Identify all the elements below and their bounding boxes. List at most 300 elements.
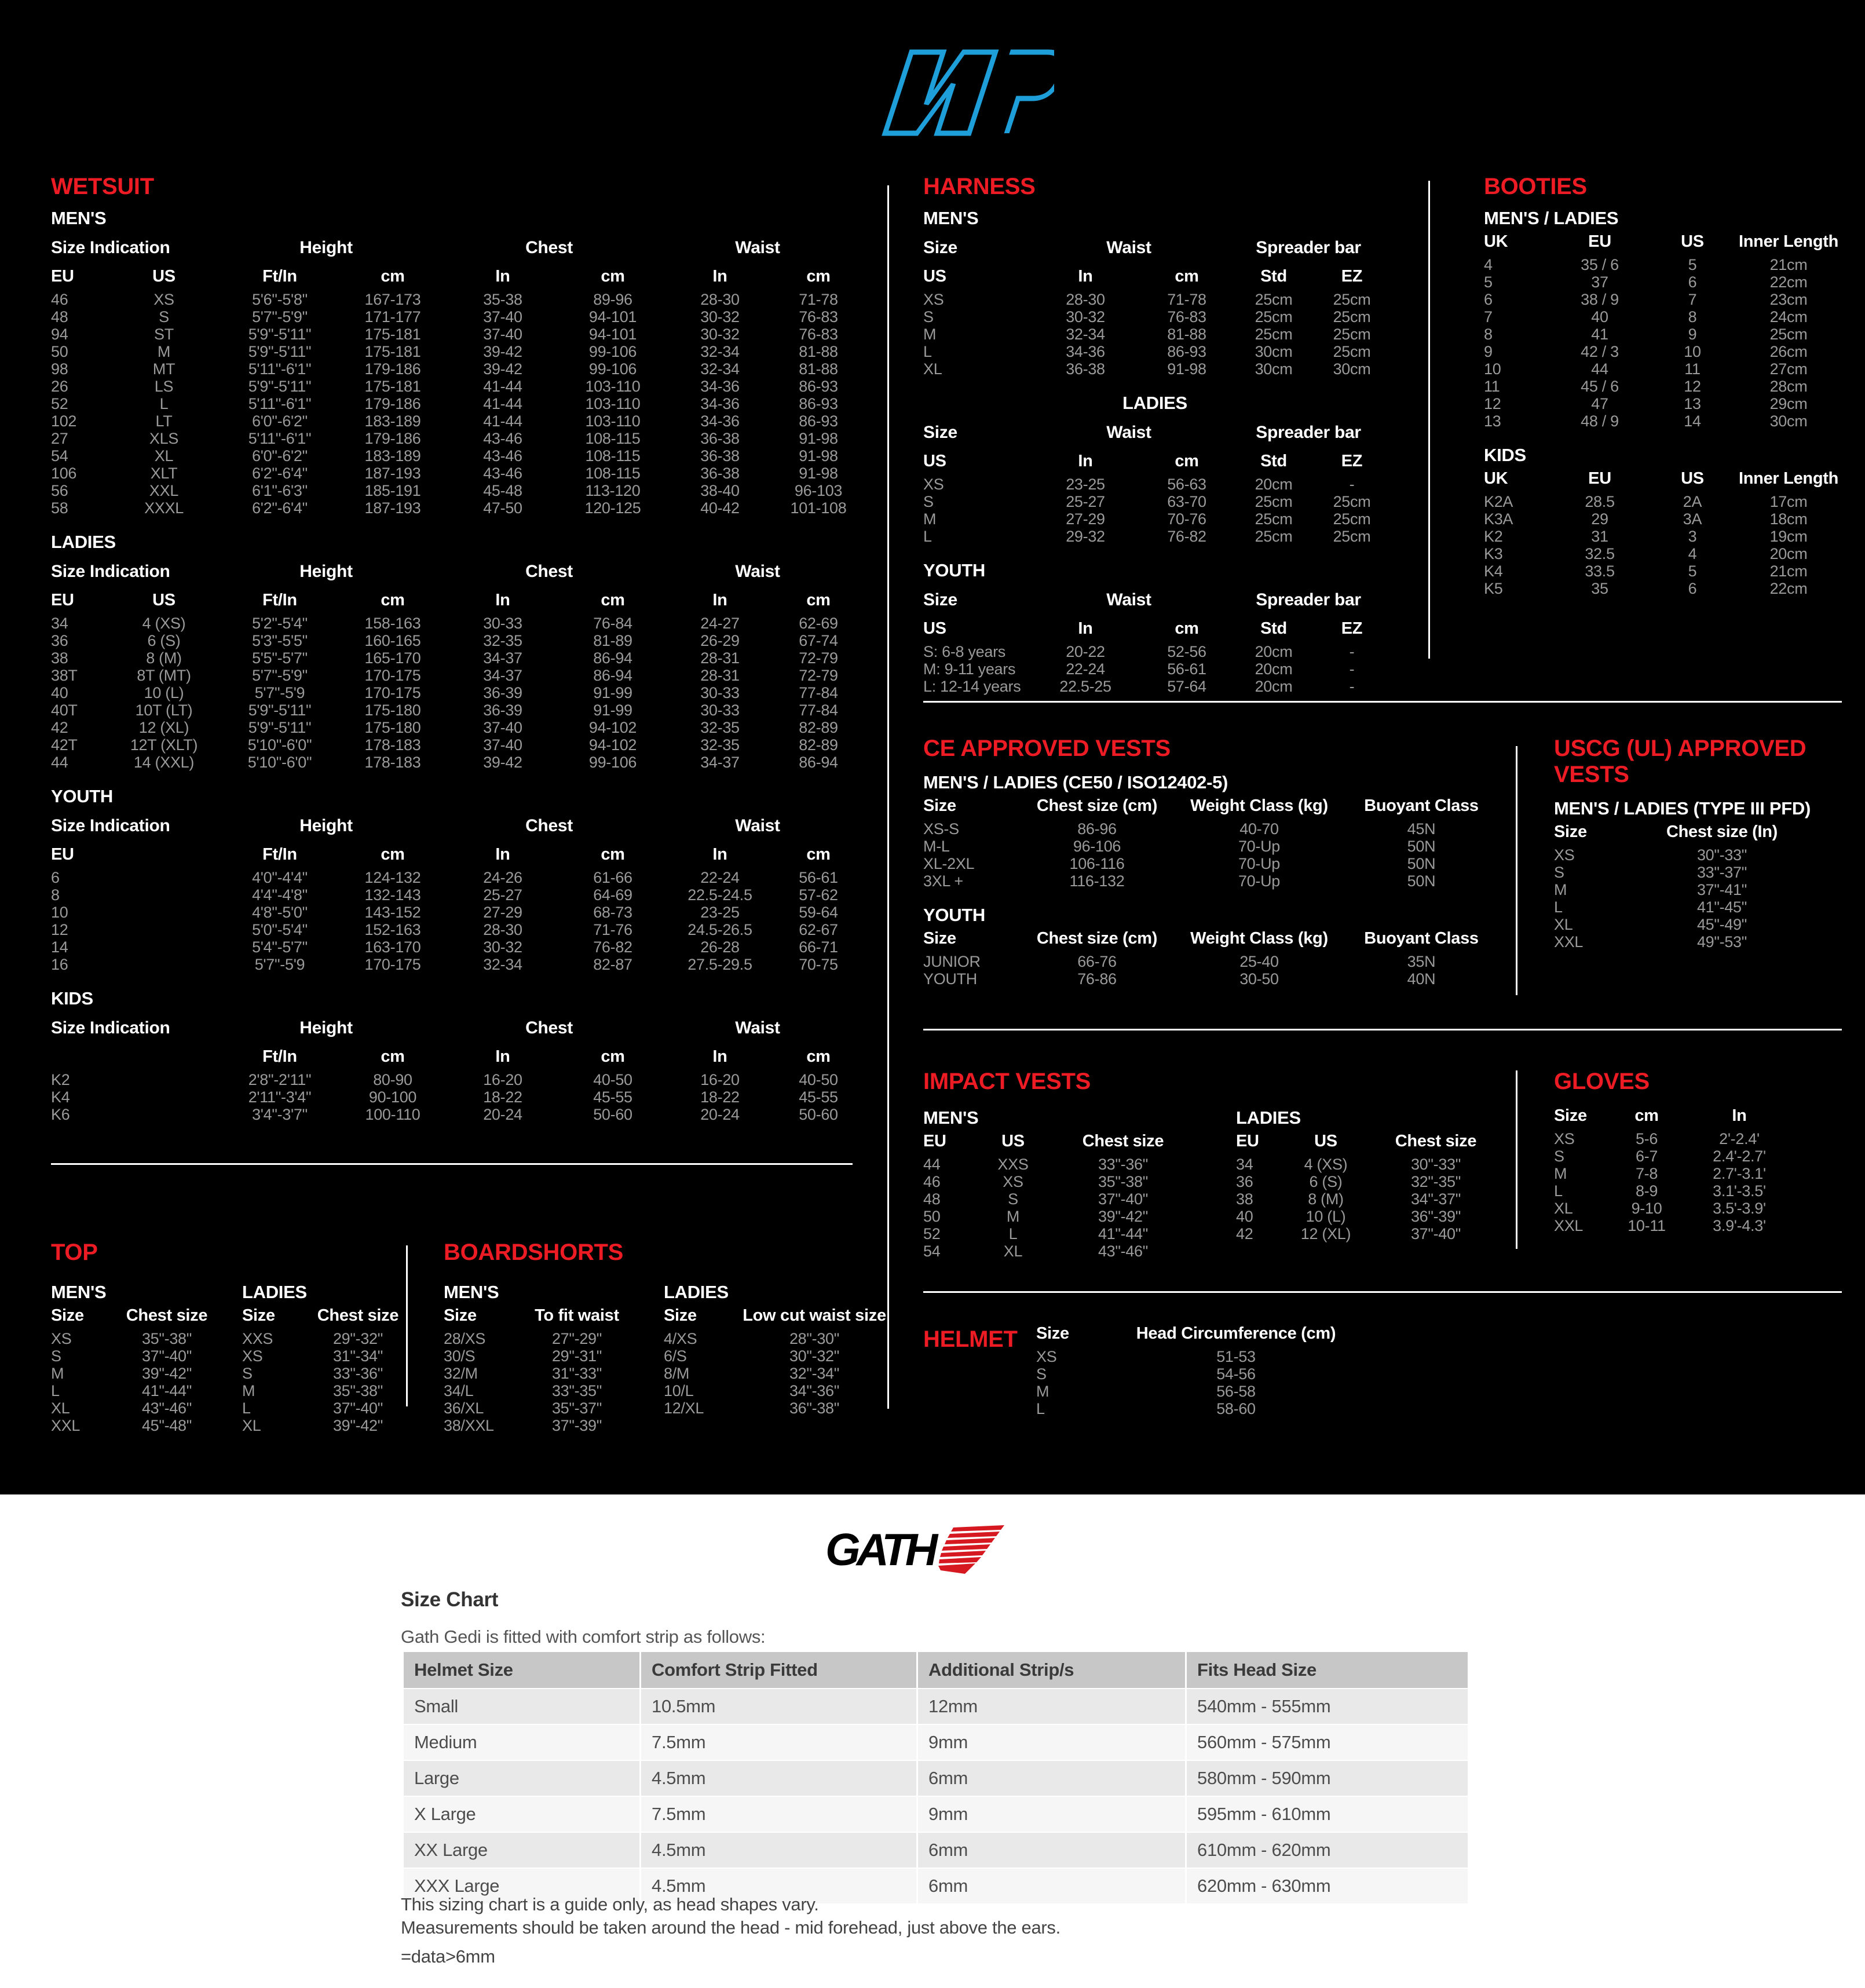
table-cell: 54 (51, 447, 68, 465)
gath-notes (401, 1893, 1061, 1968)
divider-left-mid (887, 185, 889, 1409)
table-cell: Size (1554, 823, 1587, 841)
table-cell: 81-88 (1167, 326, 1206, 343)
table-cell: US (923, 267, 946, 286)
wetsuit-ladies-table (51, 555, 856, 771)
table-cell: 71-78 (799, 291, 838, 308)
table-cell: 96-106 (1073, 838, 1121, 855)
table-cell: In (495, 845, 510, 864)
table-cell: YOUTH (923, 970, 978, 988)
table-cell: 171-177 (364, 308, 421, 326)
table-cell: 57-62 (799, 886, 838, 904)
gath-logo-text: GATH (825, 1524, 934, 1575)
table-cell: In (495, 591, 510, 609)
table-cell: 6 (51, 869, 60, 886)
table-cell: 43-46 (483, 465, 522, 482)
table-cell: 82-89 (799, 719, 838, 736)
table-cell: 10.5mm (641, 1689, 918, 1725)
table-cell: 25cm (1769, 326, 1808, 343)
table-cell: 27 (51, 430, 68, 447)
table-cell: 36-39 (483, 684, 522, 701)
table-cell: 10-11 (1628, 1217, 1666, 1234)
table-cell: 34-37 (483, 667, 522, 684)
divider-mid-right-top (1428, 181, 1430, 659)
table-cell: M: 9-11 years (923, 660, 1016, 678)
wetsuit-youth-table (51, 809, 856, 973)
table-cell: L (1008, 1225, 1018, 1242)
table-cell: 71-78 (1167, 291, 1206, 308)
table-cell: 38T (51, 667, 78, 684)
table-cell: 6'2"-6'4" (252, 465, 308, 482)
table-cell: 21cm (1769, 256, 1808, 273)
table-cell: 16-20 (700, 1071, 740, 1088)
table-cell: US (923, 619, 946, 638)
table-cell: XS (242, 1347, 263, 1365)
table-cell: 35"-38" (141, 1330, 192, 1347)
table-cell: Spreader bar (1256, 423, 1361, 442)
table-cell: 86-93 (799, 412, 838, 430)
table-cell: 27"-29" (551, 1330, 602, 1347)
table-cell: 24cm (1769, 308, 1808, 326)
table-cell: 34-36 (1066, 343, 1105, 360)
table-cell: Waist (735, 562, 780, 581)
table-cell: 33.5 (1585, 562, 1615, 580)
table-cell: US (923, 452, 946, 470)
table-cell: 24.5-26.5 (688, 921, 752, 938)
table-cell: 100-110 (365, 1106, 420, 1123)
table-cell: 91-98 (799, 465, 838, 482)
table-cell: 45-55 (593, 1088, 632, 1106)
table-cell: 39"-42" (1098, 1208, 1149, 1225)
table-cell: 19cm (1769, 528, 1808, 545)
table-cell: Height (299, 562, 353, 581)
wetsuit-ladies-label: LADIES (51, 532, 116, 552)
table-cell: Size (923, 238, 957, 257)
table-cell: 48 (51, 308, 68, 326)
table-cell: 28-31 (700, 649, 740, 667)
table-cell: 28cm (1769, 378, 1808, 395)
table-cell: 6'1"-6'3" (252, 482, 308, 499)
table-cell: 6 (1688, 273, 1697, 291)
table-cell: In (712, 1047, 727, 1066)
table-cell: 22.5-25 (1059, 678, 1111, 695)
table-cell: US (1001, 1132, 1025, 1150)
table-cell: 6mm (918, 1833, 1187, 1869)
table-cell: 91-98 (799, 447, 838, 465)
table-cell: 8 (51, 886, 60, 904)
table-cell: 7.5mm (641, 1797, 918, 1833)
ce-youth-table (923, 928, 1497, 988)
table-cell: 41-44 (483, 395, 522, 412)
table-cell: 86-93 (1167, 343, 1206, 360)
table-cell: 103-110 (585, 395, 641, 412)
table-cell: Spreader bar (1256, 590, 1361, 609)
table-cell: EZ (1341, 452, 1363, 470)
boardshorts-ladies-table (664, 1305, 895, 1417)
table-cell: EU (1236, 1132, 1259, 1150)
table-cell: 40-50 (799, 1071, 838, 1088)
table-cell: 32-35 (700, 736, 740, 754)
table-cell: Medium (404, 1725, 641, 1761)
table-cell: 33"-36" (1098, 1156, 1149, 1173)
table-cell: 42 (51, 719, 68, 736)
table-cell: 30"-32" (789, 1347, 840, 1365)
table-cell: 41"-45" (1696, 898, 1747, 916)
table-cell: 38-40 (700, 482, 740, 499)
table-cell: 33"-35" (551, 1382, 602, 1399)
table-cell: 36-38 (700, 465, 740, 482)
table-cell: 61-66 (593, 869, 632, 886)
table-cell: ST (154, 326, 174, 343)
table-cell: 13 (1484, 412, 1501, 430)
table-cell: M (157, 343, 171, 360)
table-cell: 7 (1688, 291, 1697, 308)
table-cell: L (923, 343, 932, 360)
section-gloves (1554, 1069, 1855, 1234)
ce-adult-label: MEN'S / LADIES (CE50 / ISO12402-5) (923, 772, 1228, 792)
table-cell: 42T (51, 736, 78, 754)
table-cell: 42 / 3 (1581, 343, 1619, 360)
table-cell: Waist (1106, 590, 1151, 609)
table-cell: XL (51, 1399, 70, 1417)
table-cell: 37-40 (483, 736, 522, 754)
table-cell: 41-44 (483, 412, 522, 430)
table-cell: XX Large (404, 1833, 641, 1869)
table-cell: - (1349, 678, 1355, 695)
table-cell: 4 (1688, 545, 1697, 562)
table-cell: 2'8"-2'11" (248, 1071, 312, 1088)
table-cell: 70-76 (1167, 510, 1206, 528)
table-cell: 30"-33" (1410, 1156, 1461, 1173)
table-cell: LS (154, 378, 174, 395)
table-cell: 7-8 (1635, 1165, 1658, 1182)
table-cell: L (242, 1399, 251, 1417)
table-cell: 143-152 (364, 904, 421, 921)
table-cell: 8/M (664, 1365, 690, 1382)
table-cell: EU (923, 1132, 946, 1150)
table-cell: US (152, 267, 175, 286)
table-cell: 40 (1591, 308, 1608, 326)
table-cell: 5'9"-5'11" (248, 343, 312, 360)
table-cell: 37"-41" (1696, 881, 1747, 898)
table-cell: 30cm (1255, 343, 1293, 360)
table-cell: 80-90 (373, 1071, 412, 1088)
table-cell: cm (1634, 1106, 1659, 1125)
table-cell: 11 (1484, 378, 1500, 395)
table-cell: 5 (1688, 256, 1697, 273)
table-cell: cm (806, 591, 831, 609)
table-cell: S (923, 308, 934, 326)
table-cell: 81-88 (799, 343, 838, 360)
table-cell: 14 (51, 938, 68, 956)
table-cell: 12mm (918, 1689, 1187, 1725)
table-cell: 91-98 (799, 430, 838, 447)
table-cell: M (242, 1382, 255, 1399)
table-cell: M-L (923, 838, 950, 855)
table-cell: JUNIOR (923, 953, 981, 970)
table-cell: EU (1588, 232, 1611, 251)
table-cell: cm (601, 1047, 625, 1066)
table-cell: 10 (1684, 343, 1701, 360)
table-cell: Weight Class (kg) (1190, 796, 1328, 815)
table-cell: In (712, 845, 727, 864)
table-cell: 5 (1484, 273, 1493, 291)
table-cell: 38/XXL (444, 1417, 494, 1434)
table-cell: 38 / 9 (1581, 291, 1619, 308)
table-cell: 86-94 (593, 667, 632, 684)
table-cell: 30"-33" (1696, 846, 1747, 864)
impact-ladies-label: LADIES (1236, 1108, 1301, 1128)
uscg-table (1554, 821, 1809, 951)
table-cell: Chest size (cm) (1036, 929, 1158, 948)
table-cell: 560mm - 575mm (1187, 1725, 1469, 1761)
table-cell: 99-106 (588, 343, 637, 360)
table-cell: 2A (1683, 493, 1702, 510)
divider-impact-gloves (1516, 1070, 1517, 1249)
table-cell: 30-50 (1239, 970, 1279, 988)
table-cell: Low cut waist size (743, 1306, 886, 1325)
table-cell: 34 (51, 615, 68, 632)
table-cell: 25cm (1255, 326, 1293, 343)
table-cell: 11 (1684, 360, 1701, 378)
np-logo (846, 32, 1054, 154)
top-ladies-table (242, 1305, 410, 1434)
table-cell: 4'0"-4'4" (252, 869, 308, 886)
table-cell: 8 (M) (1308, 1190, 1344, 1208)
table-cell: 56-61 (1167, 660, 1206, 678)
table-cell: 101-108 (790, 499, 847, 517)
table-cell: 102 (51, 412, 77, 430)
table-cell: 34-37 (483, 649, 522, 667)
table-cell: 4 (XS) (142, 615, 186, 632)
table-cell: XXL (1554, 1217, 1584, 1234)
table-cell: XXX Large (404, 1869, 641, 1905)
table-cell: 25-27 (1066, 493, 1105, 510)
table-cell: Std (1260, 267, 1287, 286)
table-cell: 36"-39" (1410, 1208, 1461, 1225)
table-cell: Chest size (1082, 1132, 1164, 1150)
table-cell: 170-175 (364, 684, 421, 701)
table-cell: 175-181 (364, 343, 421, 360)
table-cell: XS (51, 1330, 72, 1347)
table-cell: Size (664, 1306, 697, 1325)
table-cell: LT (155, 412, 173, 430)
table-cell: 165-170 (364, 649, 421, 667)
table-cell: To fit waist (535, 1306, 619, 1325)
table-cell: 6'0"-6'2" (252, 412, 308, 430)
table-cell: 30-33 (483, 615, 522, 632)
harness-youth-table (923, 583, 1387, 695)
table-cell: 30-32 (483, 938, 522, 956)
table-cell: US (152, 591, 175, 609)
top-ladies-label: LADIES (242, 1282, 307, 1302)
booties-mens-label: MEN'S / LADIES (1484, 208, 1619, 228)
table-cell: 20-24 (700, 1106, 740, 1123)
table-cell: 32"-35" (1410, 1173, 1461, 1190)
section-harness (923, 174, 1387, 695)
table-cell: 32-35 (700, 719, 740, 736)
gath-note-2: Measurements should be taken around the head - mid forehead, just above the ears. (401, 1917, 1061, 1938)
table-cell: 23-25 (1066, 476, 1105, 493)
table-cell: 35N (1407, 953, 1436, 970)
table-cell: EZ (1341, 267, 1363, 286)
table-cell: 106 (51, 465, 77, 482)
table-cell: 12/XL (664, 1399, 704, 1417)
gloves-title: GLOVES (1554, 1069, 1650, 1094)
table-cell: 6 (S) (147, 632, 181, 649)
table-cell: 40T (51, 701, 78, 719)
table-cell: 5'3"-5'5" (252, 632, 308, 649)
table-cell: 56-61 (799, 869, 838, 886)
table-cell: 170-175 (364, 956, 421, 973)
table-cell: Large (404, 1761, 641, 1797)
table-cell: 106-116 (1069, 855, 1125, 872)
table-cell: 35"-38" (332, 1382, 383, 1399)
impact-vests-title: IMPACT VESTS (923, 1069, 1091, 1094)
table-cell: 86-96 (1077, 820, 1117, 838)
table-cell: Buoyant Class (1364, 796, 1479, 815)
table-cell: cm (381, 591, 405, 609)
table-cell: XXXL (144, 499, 184, 517)
wetsuit-youth-label: YOUTH (51, 786, 114, 806)
table-cell: 5'5"-5'7" (252, 649, 308, 667)
table-cell: 41"-44" (1098, 1225, 1149, 1242)
table-cell: 25cm (1255, 308, 1293, 326)
table-cell: 50-60 (799, 1106, 838, 1123)
table-cell: 39"-42" (332, 1417, 383, 1434)
table-cell: cm (806, 845, 831, 864)
table-cell: Ft/In (262, 845, 297, 864)
table-cell: 46 (923, 1173, 941, 1190)
wetsuit-mens-table (51, 231, 856, 517)
table-cell: 58 (51, 499, 68, 517)
table-cell: 3XL + (923, 872, 963, 890)
table-cell: K4 (51, 1088, 70, 1106)
table-cell: 96-103 (794, 482, 843, 499)
table-cell: XS (1003, 1173, 1023, 1190)
table-cell: 22-24 (1066, 660, 1105, 678)
table-cell: 76-82 (1167, 528, 1206, 545)
table-cell: 35"-37" (551, 1399, 602, 1417)
table-cell: 98 (51, 360, 68, 378)
table-cell: 89-96 (593, 291, 632, 308)
table-cell: 34"-36" (789, 1382, 840, 1399)
table-cell: 86-93 (799, 395, 838, 412)
table-cell: Chest size (cm) (1036, 796, 1158, 815)
table-cell: 26-29 (700, 632, 740, 649)
table-cell: 124-132 (364, 869, 421, 886)
table-cell: 5'7"-5'9 (254, 684, 305, 701)
gath-note-data: =data>6mm (401, 1946, 495, 1967)
table-cell: 30-33 (700, 684, 740, 701)
table-cell: 28-30 (483, 921, 522, 938)
table-cell: 40N (1407, 970, 1436, 988)
table-cell: 22-24 (700, 869, 740, 886)
table-cell: Chest (525, 1018, 573, 1037)
table-cell: 81-89 (593, 632, 632, 649)
table-cell: Waist (735, 1018, 780, 1037)
top-title: TOP (51, 1240, 98, 1265)
table-cell: 14 (XXL) (133, 754, 195, 771)
table-cell: 9mm (918, 1725, 1187, 1761)
table-cell: 36 (51, 632, 68, 649)
table-cell: 5'0"-5'4" (252, 921, 308, 938)
table-cell: 37-40 (483, 719, 522, 736)
table-cell: 99-106 (588, 754, 637, 771)
table-cell: Size (923, 796, 956, 815)
harness-ladies-label: LADIES (1122, 393, 1187, 413)
table-cell: - (1349, 660, 1355, 678)
boardshorts-ladies-label: LADIES (664, 1282, 729, 1302)
table-cell: In (712, 267, 727, 286)
gath-intro: Gath Gedi is fitted with comfort strip as follows: (401, 1627, 766, 1647)
table-cell: 5'9"-5'11" (248, 378, 312, 395)
table-cell: 183-189 (364, 412, 421, 430)
table-cell: 26 (51, 378, 68, 395)
table-cell: S (159, 308, 169, 326)
table-cell: 5'9"-5'11" (248, 326, 312, 343)
table-cell: 27-29 (1066, 510, 1105, 528)
table-cell: Inner Length (1739, 232, 1839, 251)
table-cell: 16-20 (483, 1071, 522, 1088)
table-cell: cm (601, 845, 625, 864)
table-cell: 25cm (1333, 291, 1371, 308)
table-cell: 6mm (918, 1761, 1187, 1797)
table-cell: 20cm (1255, 476, 1293, 493)
table-cell: 5'7"-5'9" (252, 667, 308, 684)
table-cell: 39-42 (483, 343, 522, 360)
table-cell: XLS (149, 430, 179, 447)
table-cell: 178-183 (364, 736, 421, 754)
table-cell: XL (923, 360, 942, 378)
booties-title: BOOTIES (1484, 174, 1587, 199)
table-cell: 12 (51, 921, 68, 938)
table-cell: In (1732, 1106, 1747, 1125)
table-cell: 4'4"-4'8" (252, 886, 308, 904)
table-cell: 62-67 (799, 921, 838, 938)
table-cell: 32-34 (700, 360, 740, 378)
table-cell: 31"-34" (332, 1347, 383, 1365)
table-cell: XL (1003, 1242, 1023, 1260)
boardshorts-mens-label: MEN'S (444, 1282, 499, 1302)
table-cell: 50N (1407, 838, 1436, 855)
table-cell: 76-82 (593, 938, 632, 956)
impact-mens-label: MEN'S (923, 1108, 979, 1128)
table-cell: Std (1260, 452, 1287, 470)
table-cell: 25cm (1255, 528, 1293, 545)
table-cell: 20-22 (1066, 643, 1105, 660)
table-cell: 68-73 (593, 904, 632, 921)
table-cell: 13 (1684, 395, 1701, 412)
table-cell: 63-70 (1167, 493, 1206, 510)
table-cell: 540mm - 555mm (1187, 1689, 1469, 1725)
divider-ce-uscg (1516, 746, 1517, 995)
table-cell: 72-79 (799, 649, 838, 667)
table-cell: 3'4"-3'7" (252, 1106, 308, 1123)
table-cell: Weight Class (kg) (1190, 929, 1328, 948)
table-cell: 2.4'-2.7' (1713, 1148, 1766, 1165)
table-cell: 158-163 (364, 615, 421, 632)
table-cell: XXL (149, 482, 179, 499)
table-cell: 4.5mm (641, 1761, 918, 1797)
table-cell: XLT (150, 465, 178, 482)
table-cell: L (1036, 1400, 1045, 1417)
table-cell: 27-29 (483, 904, 522, 921)
table-cell: S (1008, 1190, 1018, 1208)
ce-vests-title: CE APPROVED VESTS (923, 736, 1171, 761)
wetsuit-title: WETSUIT (51, 174, 154, 199)
table-cell: 20cm (1255, 660, 1293, 678)
